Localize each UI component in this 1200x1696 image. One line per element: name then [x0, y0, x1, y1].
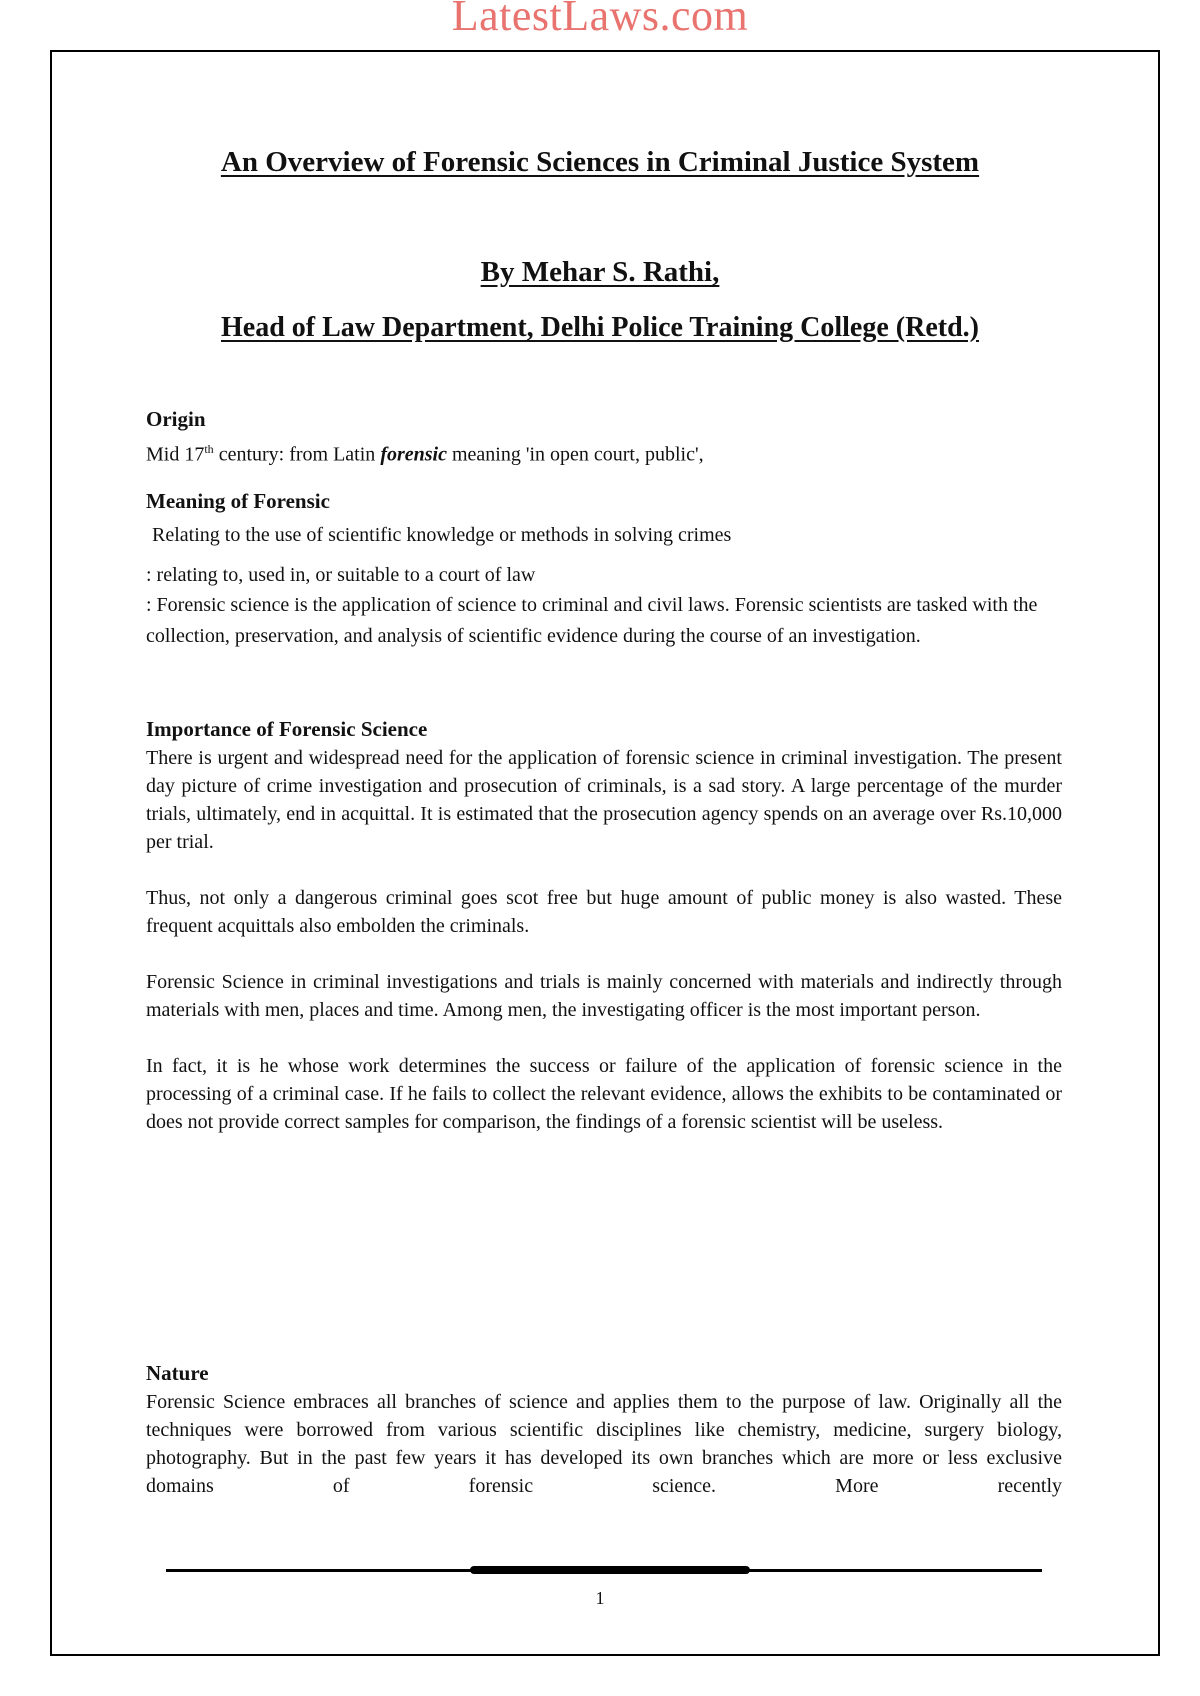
- origin-section: [146, 404, 1062, 470]
- origin-heading: Origin: [146, 407, 206, 431]
- nature-paragraph: Forensic Science embraces all branches of science and applies them to the purpose of law. Originally all the techniques were borrowed from various scientific disciplines like chemistry, medicine, surgery biology, photography. But in the past few years it has developed its own branches which are more or less exclusive domains of forensic science. More recently: [146, 1391, 1062, 1497]
- origin-text-before: Mid 17: [146, 443, 205, 466]
- origin-text: [146, 434, 1062, 470]
- meaning-line-2: : relating to, used in, or suitable to a court of law: [146, 564, 536, 586]
- affiliation-line: Head of Law Department, Delhi Police Training College (Retd.): [221, 312, 979, 343]
- origin-superscript: th: [204, 442, 214, 456]
- author-line: By Mehar S. Rathi,: [480, 256, 720, 288]
- document-title: An Overview of Forensic Sciences in Criminal Justice System: [220, 146, 980, 178]
- importance-paragraph-4: In fact, it is he whose work determines the success or failure of the application of forensic science in the processing of a criminal case. If he fails to collect the relevant evidence, allows the exhibits to be contaminated or does not provide correct samples for comparison, the findings of a forensic scientist will be useless.: [146, 1055, 1062, 1133]
- origin-italic-word: forensic: [380, 443, 447, 466]
- importance-paragraph-2: Thus, not only a dangerous criminal goes scot free but huge amount of public money is also wasted. These frequent acquittals also embolden the criminals.: [146, 887, 1062, 937]
- meaning-section: [146, 486, 1062, 652]
- importance-section: [146, 714, 1062, 1136]
- watermark-logo: LatestLaws.com: [451, 0, 749, 40]
- meaning-line-1: Relating to the use of scientific knowledge or methods in solving crimes: [152, 524, 732, 546]
- importance-paragraph-3: Forensic Science in criminal investigations and trials is mainly concerned with materials and indirectly through materials with men, places and time. Among men, the investigating officer is the most important person.: [146, 971, 1062, 1021]
- nature-section: [146, 1358, 1062, 1500]
- meaning-heading: Meaning of Forensic: [146, 489, 330, 513]
- importance-paragraph-1: There is urgent and widespread need for the application of forensic science in criminal investigation. The present day picture of crime investigation and prosecution of criminals, is a sad story. A large percentage of the murder trials, ultimately, end in acquittal. It is estimated that the prosecution agency spends on an average over Rs.10,000 per trial.: [146, 747, 1062, 853]
- origin-text-after: meaning 'in open court, public',: [446, 443, 704, 466]
- meaning-line-3: : Forensic science is the application of science to criminal and civil laws. Forensic scientists are tasked with the collection, preservation, and analysis of scientific evidence during the course of an investigation.: [146, 594, 1038, 647]
- footer-divider-ornament: [470, 1566, 750, 1574]
- importance-heading: Importance of Forensic Science: [146, 717, 428, 741]
- page-number: 1: [595, 1588, 605, 1608]
- origin-text-middle: century: from Latin: [213, 443, 381, 466]
- nature-heading: Nature: [146, 1361, 209, 1385]
